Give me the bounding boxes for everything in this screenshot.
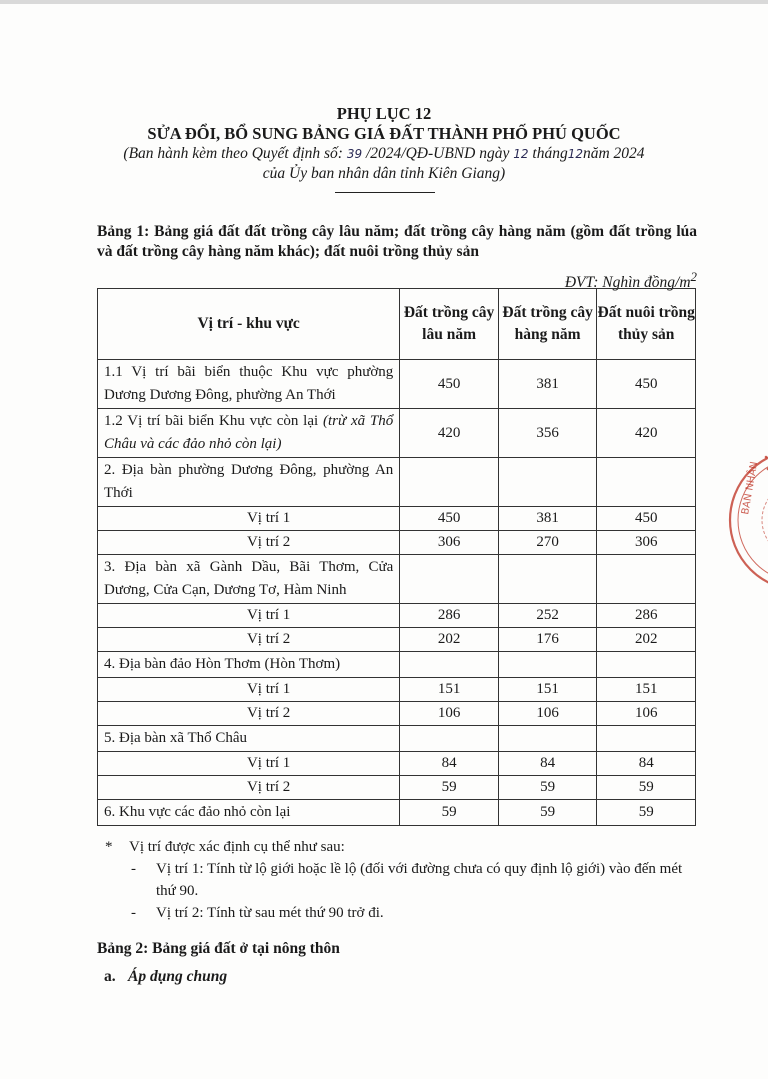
cell-value: 59 [498, 800, 597, 826]
table-row [98, 726, 696, 752]
seal-text: BAN NHÂN [740, 460, 761, 516]
cell-value: 84 [597, 752, 696, 776]
section-a-label: a. [104, 968, 116, 985]
table-row [98, 702, 696, 726]
row-label: Vị trí 1 [98, 752, 400, 776]
table-row [98, 776, 696, 800]
row-label-italic: (trừ xã Thổ Châu và các đảo nhỏ còn lại) [104, 413, 394, 452]
document-header [0, 104, 768, 184]
list-item [105, 902, 705, 924]
col-header-aquaculture: Đất nuôi trồng thủy sản [597, 289, 696, 360]
cell-value [498, 458, 597, 507]
cell-value: 59 [597, 776, 696, 800]
table2-heading: Bảng 2: Bảng giá đất ở tại nông thôn [97, 940, 340, 957]
table-row [98, 604, 696, 628]
cell-value: 450 [597, 360, 696, 409]
cell-value: 202 [597, 628, 696, 652]
table-row [98, 800, 696, 826]
unit-text: ĐVT: Nghìn đồng/m [564, 274, 691, 292]
cell-value: 450 [400, 360, 499, 409]
appendix-title: PHỤ LỤC 12 [336, 104, 432, 123]
cell-value: 202 [400, 628, 499, 652]
cell-value [597, 726, 696, 752]
table-row [98, 628, 696, 652]
cell-value: 84 [498, 752, 597, 776]
table-row [98, 360, 696, 409]
note-item-text: Vị trí 1: Tính từ lộ giới hoặc lề lộ (đối với đường chưa có quy định lộ giới) vào đến mét thứ 90. [156, 861, 683, 899]
table-row [98, 531, 696, 555]
section-a-text: Áp dụng chung [128, 968, 228, 985]
decision-text-c: tháng [528, 145, 568, 162]
issuer-line: của Ủy ban nhân dân tỉnh Kiên Giang) [262, 165, 506, 182]
unit-superscript: 2 [690, 269, 697, 284]
decision-text-a: (Ban hành kèm theo Quyết định số: [123, 145, 347, 162]
cell-value: 59 [597, 800, 696, 826]
dash-bullet: - [131, 905, 136, 921]
row-label-text: 1.2 Vị trí bãi biển Khu vực còn lại [104, 413, 323, 429]
cell-value: 450 [400, 507, 499, 531]
cell-value: 381 [498, 507, 597, 531]
row-label: Vị trí 1 [98, 507, 400, 531]
notes-intro-text: Vị trí được xác định cụ thể như sau: [129, 839, 345, 855]
col-header-annual: Đất trồng cây hàng năm [498, 289, 597, 360]
scan-top-edge [0, 0, 768, 4]
table-row [98, 458, 696, 507]
decision-reference [0, 144, 768, 164]
handwritten-month: 12 [567, 147, 583, 161]
notes-intro [105, 836, 705, 858]
dash-bullet: - [131, 861, 136, 877]
row-label: Vị trí 2 [98, 702, 400, 726]
cell-value: 59 [400, 776, 499, 800]
cell-value: 151 [597, 678, 696, 702]
handwritten-day: 12 [513, 147, 529, 161]
row-label: 6. Khu vực các đảo nhỏ còn lại [98, 800, 400, 826]
row-label: Vị trí 2 [98, 531, 400, 555]
handwritten-decision-no: 39 [346, 147, 363, 161]
cell-value [597, 555, 696, 604]
col-header-location: Vị trí - khu vực [98, 289, 400, 360]
cell-value [597, 652, 696, 678]
cell-value: 420 [597, 409, 696, 458]
cell-value: 420 [400, 409, 499, 458]
table1-heading: Bảng 1: Bảng giá đất đất trồng cây lâu năm; đất trồng cây hàng năm (gồm đất trồng lúa và đất trồng cây hàng năm khác); đất nuôi trồng thủy sản [97, 223, 697, 260]
row-label: Vị trí 2 [98, 776, 400, 800]
cell-value: 84 [400, 752, 499, 776]
cell-value [498, 555, 597, 604]
cell-value [400, 458, 499, 507]
row-label: Vị trí 1 [98, 604, 400, 628]
decision-text-b: /2024/QĐ-UBND ngày [362, 145, 514, 162]
row-label [98, 409, 400, 458]
table-row [98, 652, 696, 678]
cell-value [400, 726, 499, 752]
land-price-table [97, 288, 696, 826]
col-header-perennial: Đất trồng cây lâu năm [400, 289, 499, 360]
table-row [98, 409, 696, 458]
cell-value: 286 [400, 604, 499, 628]
cell-value: 252 [498, 604, 597, 628]
cell-value: 106 [498, 702, 597, 726]
cell-value: 306 [400, 531, 499, 555]
table-row [98, 752, 696, 776]
cell-value: 151 [498, 678, 597, 702]
cell-value: 381 [498, 360, 597, 409]
table-header-row [98, 289, 696, 360]
row-label: Vị trí 1 [98, 678, 400, 702]
cell-value: 176 [498, 628, 597, 652]
cell-value: 151 [400, 678, 499, 702]
official-seal-stamp [728, 445, 768, 595]
cell-value [498, 652, 597, 678]
cell-value: 306 [597, 531, 696, 555]
row-label: 2. Địa bàn phường Dương Đông, phường An Thới [98, 458, 400, 507]
appendix-subtitle: SỬA ĐỔI, BỔ SUNG BẢNG GIÁ ĐẤT THÀNH PHỐ PHÚ QUỐC [147, 124, 621, 143]
table-row [98, 555, 696, 604]
cell-value: 270 [498, 531, 597, 555]
cell-value: 59 [498, 776, 597, 800]
row-label: 5. Địa bàn xã Thổ Châu [98, 726, 400, 752]
cell-value [400, 555, 499, 604]
cell-value [400, 652, 499, 678]
decision-text-d: năm 2024 [582, 145, 645, 162]
table-row [98, 507, 696, 531]
cell-value: 59 [400, 800, 499, 826]
position-notes [105, 836, 705, 924]
row-label: 1.1 Vị trí bãi biển thuộc Khu vực phường Dương Dương Đông, phường An Thới [98, 360, 400, 409]
asterisk-bullet: * [105, 839, 113, 855]
section-a-heading [104, 968, 227, 986]
cell-value: 106 [400, 702, 499, 726]
row-label: 4. Địa bàn đảo Hòn Thơm (Hòn Thơm) [98, 652, 400, 678]
note-item-text: Vị trí 2: Tính từ sau mét thứ 90 trở đi. [156, 905, 384, 921]
row-label: Vị trí 2 [98, 628, 400, 652]
cell-value [597, 458, 696, 507]
cell-value: 450 [597, 507, 696, 531]
cell-value [498, 726, 597, 752]
table-row [98, 678, 696, 702]
cell-value: 286 [597, 604, 696, 628]
cell-value: 356 [498, 409, 597, 458]
header-rule [335, 192, 435, 193]
row-label: 3. Địa bàn xã Gành Dầu, Bãi Thơm, Cửa Dương, Cửa Cạn, Dương Tơ, Hàm Ninh [98, 555, 400, 604]
cell-value: 106 [597, 702, 696, 726]
list-item [105, 858, 705, 902]
